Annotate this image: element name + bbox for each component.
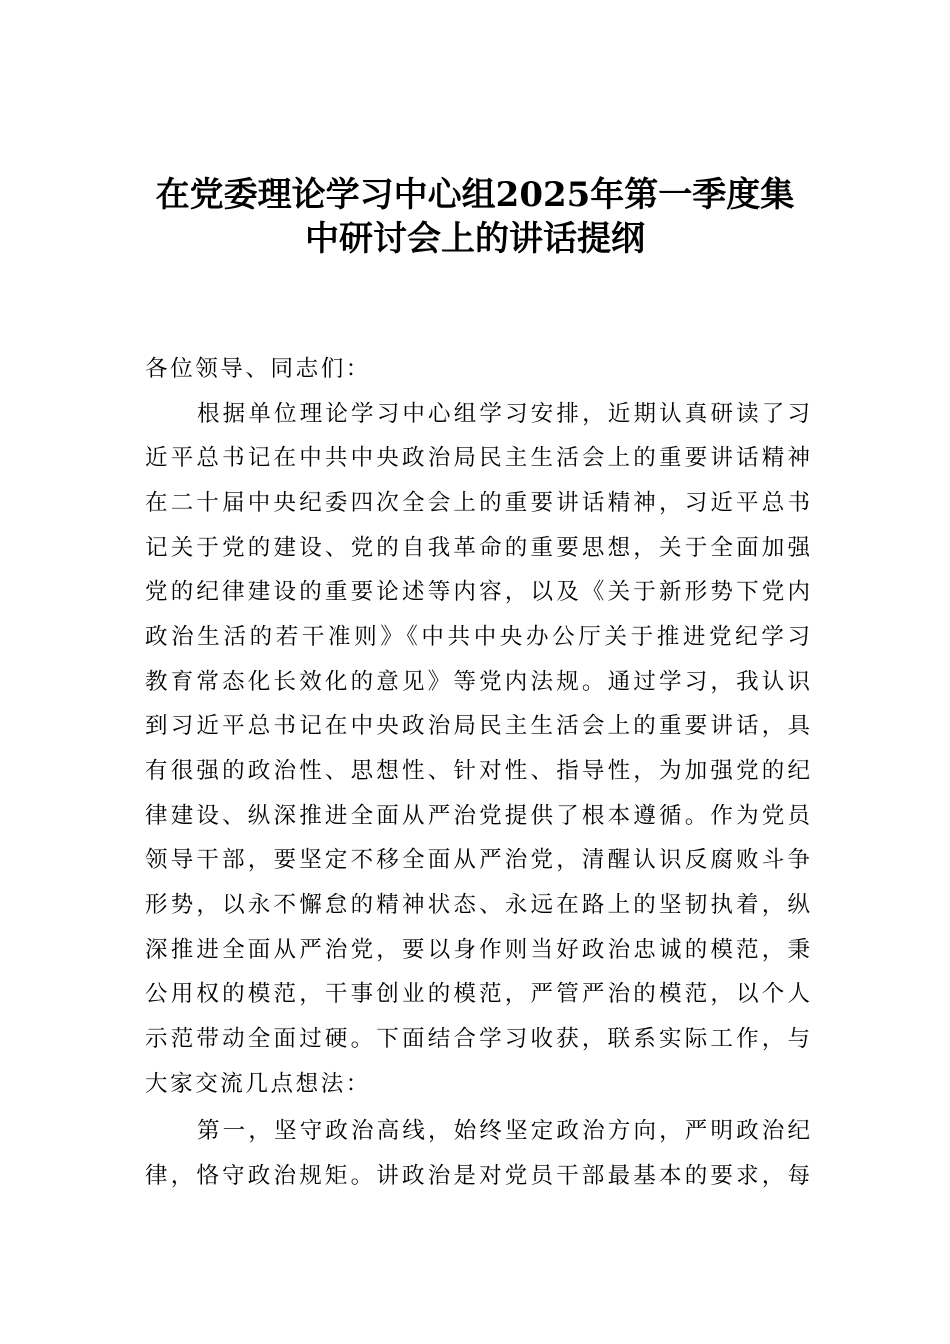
paragraph-1-line: 政治生活的若干准则》《中共中央办公厅关于推进党纪学习	[145, 624, 810, 650]
paragraph-1-line: 记关于党的建设、党的自我革命的重要思想，关于全面加强	[145, 535, 810, 561]
paragraph-2-line: 律，恪守政治规矩。讲政治是对党员干部最基本的要求，每	[145, 1163, 810, 1189]
paragraph-1-line: 到习近平总书记在中央政治局民主生活会上的重要讲话，具	[145, 713, 810, 739]
paragraph-1-line: 教育常态化长效化的意见》等党内法规。通过学习，我认识	[145, 669, 810, 695]
paragraph-1-line: 领导干部，要坚定不移全面从严治党，清醒认识反腐败斗争	[145, 847, 810, 873]
paragraph-1-line: 近平总书记在中共中央政治局民主生活会上的重要讲话精神	[145, 445, 810, 471]
paragraph-1-line: 在二十届中央纪委四次全会上的重要讲话精神，习近平总书	[145, 490, 810, 516]
paragraph-1-line: 示范带动全面过硬。下面结合学习收获，联系实际工作，与	[145, 1026, 810, 1052]
paragraph-1-line: 公用权的模范，干事创业的模范，严管严治的模范，以个人	[145, 981, 810, 1007]
paragraph-1-line: 根据单位理论学习中心组学习安排，近期认真研读了习	[197, 401, 810, 427]
document-title-line-2: 中研讨会上的讲话提纲	[305, 219, 645, 259]
paragraph-1-line: 形势，以永不懈怠的精神状态、永远在路上的坚韧执着，纵	[145, 892, 810, 918]
paragraph-2-line: 第一，坚守政治高线，始终坚定政治方向，严明政治纪	[197, 1118, 810, 1144]
paragraph-1-line: 党的纪律建设的重要论述等内容，以及《关于新形势下党内	[145, 579, 810, 605]
salutation: 各位领导、同志们：	[145, 356, 371, 382]
document-title-line-1: 在党委理论学习中心组2025年第一季度集	[155, 175, 795, 215]
paragraph-1-line: 深推进全面从严治党，要以身作则当好政治忠诚的模范，秉	[145, 937, 810, 963]
paragraph-1-line: 大家交流几点想法：	[145, 1071, 371, 1097]
paragraph-1-line: 有很强的政治性、思想性、针对性、指导性，为加强党的纪	[145, 758, 810, 784]
paragraph-1-line: 律建设、纵深推进全面从严治党提供了根本遵循。作为党员	[145, 803, 810, 829]
